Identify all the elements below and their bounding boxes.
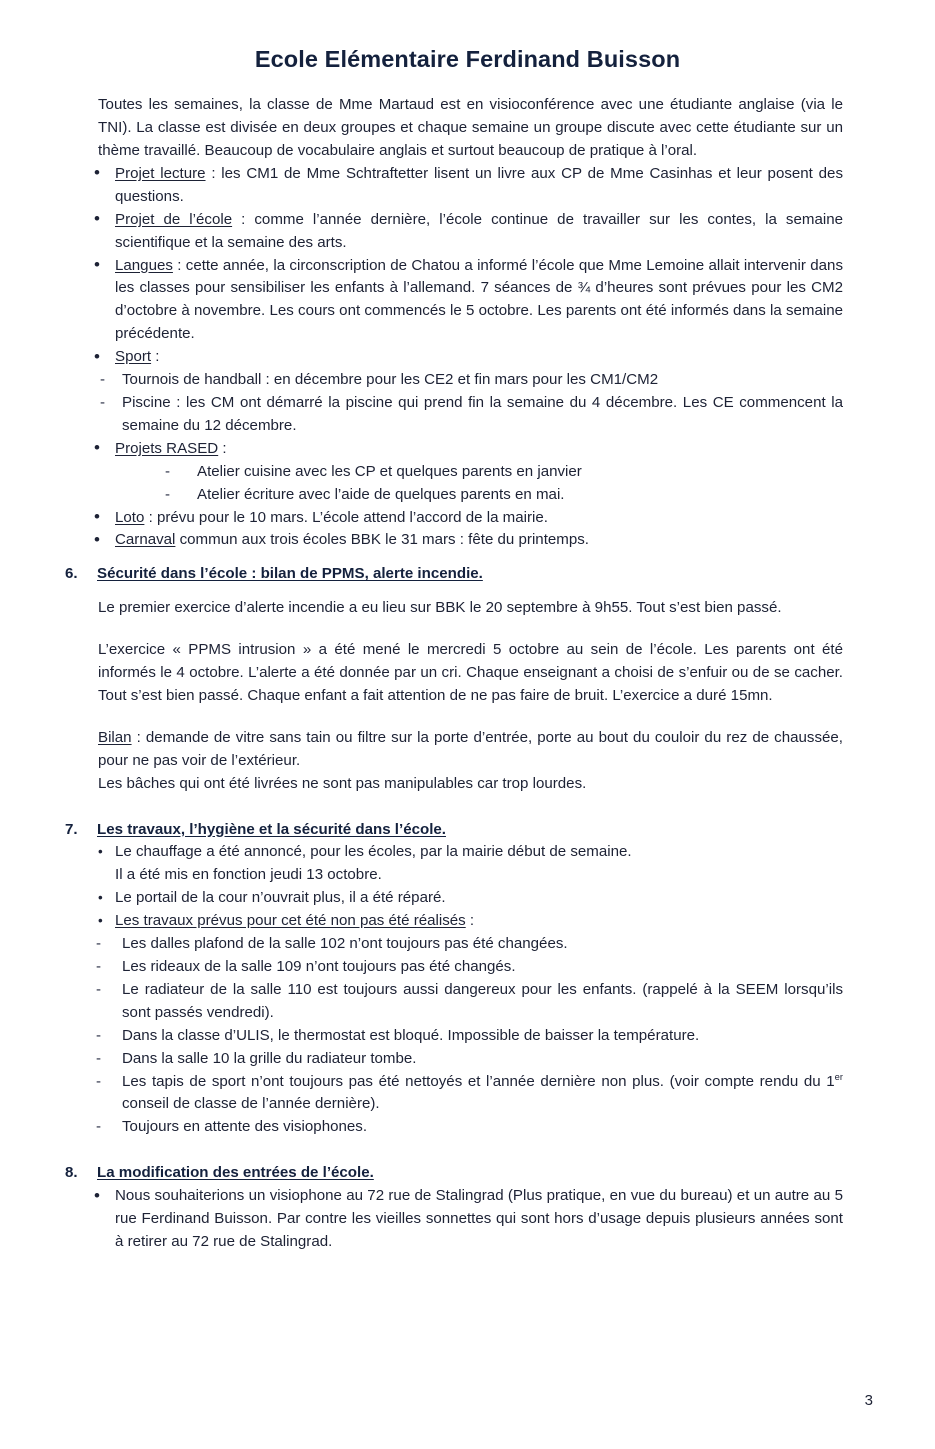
spacer [60,708,843,727]
list-item [78,255,843,347]
spacer [60,796,843,819]
document-body [0,94,935,1254]
section-6-bilan [98,727,843,773]
section-7-title: Les travaux, l’hygiène et la sécurité dans l’école. [97,820,446,838]
list-item: - Dans la salle 10 la grille du radiateur tombe. [60,1048,843,1071]
projet-lecture-text: : les CM1 de Mme Schtraftetter lisent un livre aux CP de Mme Casinhas et leur posent des questions. [115,164,843,205]
section-7-list [60,841,843,933]
section-8-title: La modification des entrées de l’école. [97,1164,374,1182]
list-item: - Atelier cuisine avec les CP et quelques parents en janvier [60,461,843,484]
spacer [60,620,843,639]
page-title: Ecole Elémentaire Ferdinand Buisson [254,46,681,72]
langues-text: : cette année, la circonscription de Chatou a informé l’école que Mme Lemoine allait intervenir dans les classes pour sensibiliser les enfants à l’allemand. 7 séances de ¾ d’heures sont prévues pour les CM2 d’octobre à novembre. Les cours ont commencés le 5 octobre. Les parents ont été informés dans la semaine précédente. [115,256,843,343]
section-6-title: Sécurité dans l’école : bilan de PPMS, alerte incendie. [97,565,483,583]
ordinal-suffix: er [834,1071,843,1082]
list-item [78,438,843,461]
projet-ecole-text: : comme l’année dernière, l’école continue de travailler sur les contes, la semaine scientifique et la semaine des arts. [115,210,843,251]
list-item [78,529,843,552]
list-item: • Le portail de la cour n’ouvrait plus, il a été réparé. [80,887,843,910]
projects-list [60,163,843,369]
langues-label: Langues [115,256,173,274]
spacer [60,552,843,563]
list-item: - Le radiateur de la salle 110 est toujours aussi dangereux pour les enfants. (rappelé à la SEEM lorsqu’ils sont passés vendredi). [60,979,843,1025]
projet-ecole-label: Projet de l’école [115,210,233,228]
list-item: - Piscine : les CM ont démarré la piscine qui prend fin la semaine du 4 décembre. Les CE commencent la semaine du 12 décembre. [60,392,843,438]
loto-text: : prévu pour le 10 mars. L’école attend l’accord de la mairie. [144,508,548,526]
list-item: - Tournois de handball : en décembre pour les CE2 et fin mars pour les CM1/CM2 [60,369,843,392]
tapis-text-pre: Les tapis de sport n’ont toujours pas été nettoyés et l’année dernière non plus. (voir compte rendu du 1 [122,1072,835,1090]
section-8-number: 8. [65,1164,78,1182]
intro-paragraph: Toutes les semaines, la classe de Mme Martaud est en visioconférence avec une étudiante anglaise (via le TNI). La classe est divisée en deux groupes et chaque semaine un groupe discute avec cette étudiante sur un thème travaillé. Beaucoup de vocabulaire anglais et surtout beaucoup de pratique à l’oral. [98,96,843,159]
section-6-bilan-line2: Les bâches qui ont été livrées ne sont pas manipulables car trop lourdes. [98,774,587,792]
list-item: - Les dalles plafond de la salle 102 n’ont toujours pas été changées. [60,933,843,956]
sport-label: Sport [115,348,152,366]
tapis-text-post: conseil de classe de l’année dernière). [122,1095,380,1113]
list-item: - Toujours en attente des visiophones. [60,1116,843,1139]
section-6-heading [65,563,843,586]
list-item [60,1071,843,1117]
travaux-prevus-label: Les travaux prévus pour cet été non pas été réalisés [115,912,466,930]
rased-sublist [60,461,843,507]
spacer [60,1139,843,1162]
spacer [60,586,843,597]
chauffage-line-1: Le chauffage a été annoncé, pour les écoles, par la mairie début de semaine. [115,843,632,861]
section-6-paragraph-1: Le premier exercice d’alerte incendie a eu lieu sur BBK le 20 septembre à 9h55. Tout s’est bien passé. [98,599,782,617]
bilan-label: Bilan [98,728,132,746]
carnaval-label: Carnaval [115,531,176,549]
sport-sublist [60,369,843,438]
events-list [60,507,843,553]
section-7-number: 7. [65,820,78,838]
document-page [0,45,935,1449]
list-item: - Dans la classe d’ULIS, le thermostat est bloqué. Impossible de baisser la température. [60,1025,843,1048]
list-item [78,507,843,530]
sport-text: : [151,348,160,366]
travaux-sublist [60,933,843,1139]
loto-label: Loto [115,508,145,526]
section-7-heading [65,819,843,842]
section-6-number: 6. [65,565,78,583]
projet-lecture-label: Projet lecture [115,164,206,182]
list-item: • Nous souhaiterions un visiophone au 72 rue de Stalingrad (Plus pratique, en vue du bureau) et un autre au 5 rue Ferdinand Buisson. Par contre les vieilles sonnettes qui sont hors d’usage depuis plusieurs années sont à retirer au 72 rue de Stalingrad. [78,1185,843,1254]
list-item [78,209,843,255]
list-item [80,910,843,933]
section-8-heading [65,1162,843,1185]
list-item [78,346,843,369]
carnaval-text: commun aux trois écoles BBK le 31 mars : fête du printemps. [175,531,589,549]
section-6-paragraph-2: L’exercice « PPMS intrusion » a été mené le mercredi 5 octobre au sein de l’école. Les parents ont été informés le 4 octobre. L’alerte a été donnée par un cri. Chaque enseignant a choisi de s’enfuir ou de se cacher. Tout s’est bien passé. Chaque enfant a fait attention de ne pas faire de bruit. L’exercice a duré 15mn. [98,641,843,704]
list-item [78,163,843,209]
chauffage-line-2: Il a été mis en fonction jeudi 13 octobre. [115,866,382,884]
travaux-prevus-text: : [465,912,475,930]
page-number: 3 [864,1392,873,1409]
rased-list [60,438,843,461]
rased-text: : [218,439,227,457]
section-8-list [60,1185,843,1254]
list-item [80,841,843,887]
list-item: - Les rideaux de la salle 109 n’ont toujours pas été changés. [60,956,843,979]
list-item: - Atelier écriture avec l’aide de quelques parents en mai. [60,484,843,507]
rased-label: Projets RASED [115,439,219,457]
bilan-text: : demande de vitre sans tain ou filtre sur la porte d’entrée, porte au bout du couloir du rez de chaussée, pour ne pas voir de l’extérieur. [98,728,843,769]
